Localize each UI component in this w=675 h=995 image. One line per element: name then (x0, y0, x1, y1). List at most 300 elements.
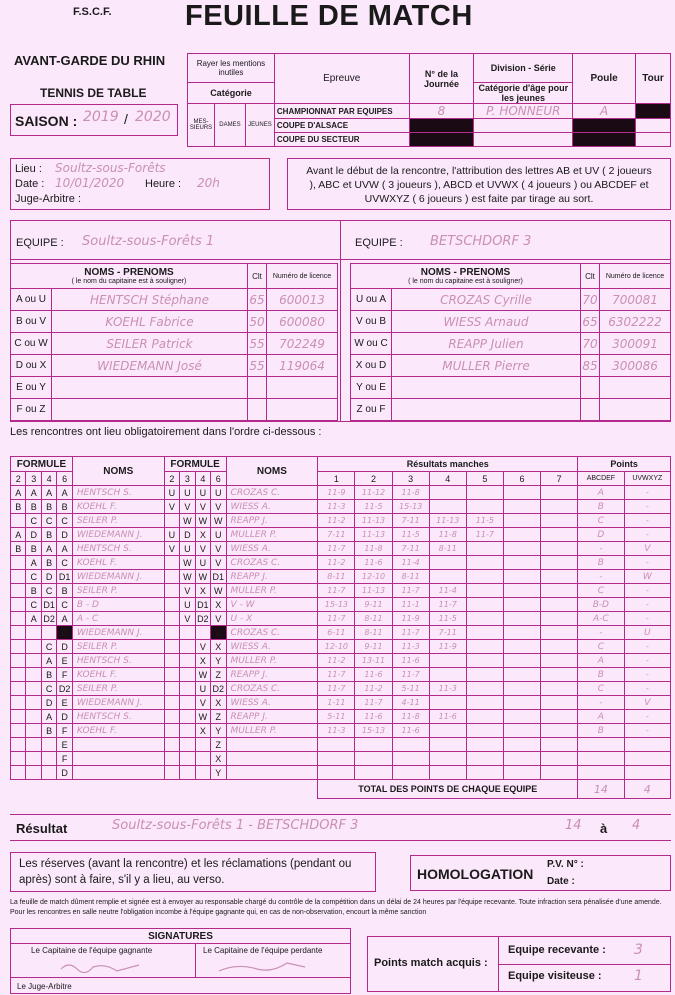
set-score[interactable] (429, 696, 466, 710)
points-home[interactable]: D (578, 528, 624, 542)
set-score[interactable]: 11-13 (355, 514, 392, 528)
player-clt[interactable]: 65 (581, 311, 600, 333)
set-score[interactable]: 11-2 (318, 514, 355, 528)
away-team-name[interactable]: BETSCHDORF 3 (430, 234, 532, 249)
epreuve-coupe-secteur[interactable]: COUPE DU SECTEUR (274, 133, 409, 147)
set-score[interactable] (392, 738, 429, 752)
set-score[interactable]: 15-13 (355, 724, 392, 738)
home-player[interactable]: WIEDEMANN J. (72, 696, 164, 710)
points-away[interactable] (624, 752, 670, 766)
set-score[interactable] (466, 654, 503, 668)
home-player[interactable]: HENTSCH S. (72, 542, 164, 556)
set-score[interactable] (541, 542, 578, 556)
resultat-score-home[interactable]: 14 (565, 818, 582, 833)
player-licence[interactable]: 300086 (600, 355, 671, 377)
points-home[interactable]: C (578, 514, 624, 528)
set-score[interactable] (503, 654, 540, 668)
player-licence[interactable]: 6302222 (600, 311, 671, 333)
set-score[interactable] (503, 766, 540, 780)
points-away[interactable]: - (624, 500, 670, 514)
away-player[interactable]: CROZAS C. (226, 556, 318, 570)
set-score[interactable]: 11-2 (355, 682, 392, 696)
set-score[interactable] (541, 556, 578, 570)
player-clt[interactable]: 65 (248, 289, 267, 311)
set-score[interactable] (541, 668, 578, 682)
set-score[interactable] (541, 710, 578, 724)
set-score[interactable]: 11-8 (429, 528, 466, 542)
points-home[interactable]: A (578, 710, 624, 724)
points-home[interactable]: B (578, 724, 624, 738)
set-score[interactable] (503, 626, 540, 640)
player-licence[interactable]: 119064 (267, 355, 338, 377)
set-score[interactable]: 11-6 (355, 668, 392, 682)
set-score[interactable]: 11-13 (355, 584, 392, 598)
set-score[interactable]: 6-11 (318, 626, 355, 640)
home-player[interactable]: HENTSCH S. (72, 710, 164, 724)
set-score[interactable]: 11-2 (318, 556, 355, 570)
home-player[interactable]: SEILER P. (72, 682, 164, 696)
set-score[interactable]: 8-11 (355, 626, 392, 640)
set-score[interactable]: 11-13 (429, 514, 466, 528)
set-score[interactable]: 7-11 (429, 626, 466, 640)
player-licence[interactable]: 600013 (267, 289, 338, 311)
points-home[interactable]: A (578, 654, 624, 668)
away-player[interactable]: U - X (226, 612, 318, 626)
points-home[interactable]: B-D (578, 598, 624, 612)
set-score[interactable] (355, 766, 392, 780)
set-score[interactable] (503, 668, 540, 682)
set-score[interactable]: 7-11 (392, 514, 429, 528)
set-score[interactable]: 8-11 (429, 542, 466, 556)
set-score[interactable] (466, 640, 503, 654)
set-score[interactable]: 11-8 (392, 710, 429, 724)
player-clt[interactable]: 70 (581, 289, 600, 311)
player-clt[interactable] (581, 377, 600, 399)
set-score[interactable] (429, 738, 466, 752)
equipe-visiteuse-value[interactable]: 1 (634, 968, 643, 984)
set-score[interactable] (466, 668, 503, 682)
set-score[interactable] (503, 598, 540, 612)
set-score[interactable] (541, 626, 578, 640)
set-score[interactable] (466, 556, 503, 570)
set-score[interactable] (503, 724, 540, 738)
home-player[interactable]: KOEHL F. (72, 668, 164, 682)
set-score[interactable] (355, 738, 392, 752)
set-score[interactable]: 11-7 (392, 584, 429, 598)
set-score[interactable] (541, 584, 578, 598)
set-score[interactable]: 8-11 (355, 612, 392, 626)
cat-dames[interactable]: DAMES (214, 104, 245, 147)
player-name[interactable]: KOEHL Fabrice (52, 311, 248, 333)
set-score[interactable] (541, 500, 578, 514)
set-score[interactable] (503, 640, 540, 654)
set-score[interactable] (318, 752, 355, 766)
home-player[interactable]: SEILER P. (72, 640, 164, 654)
player-name[interactable]: SEILER Patrick (52, 333, 248, 355)
formule-letter-home (26, 654, 41, 668)
set-score[interactable]: 5-11 (318, 710, 355, 724)
home-player[interactable]: HENTSCH S. (72, 654, 164, 668)
points-away[interactable]: - (624, 654, 670, 668)
set-score[interactable]: 11-12 (355, 486, 392, 500)
player-clt[interactable] (581, 399, 600, 421)
away-player[interactable]: REAPP J. (226, 668, 318, 682)
set-score[interactable]: 11-7 (392, 668, 429, 682)
points-home[interactable]: B (578, 556, 624, 570)
set-score[interactable]: 11-8 (392, 486, 429, 500)
set-score[interactable] (466, 570, 503, 584)
set-score[interactable] (466, 500, 503, 514)
player-clt[interactable] (248, 377, 267, 399)
formule-letter-home: C (57, 598, 72, 612)
home-player[interactable]: KOEHL F. (72, 500, 164, 514)
away-player[interactable]: CROZAS C. (226, 486, 318, 500)
home-player[interactable]: WIEDEMANN J. (72, 570, 164, 584)
set-score[interactable]: 11-5 (429, 612, 466, 626)
resultat-text[interactable]: Soultz-sous-Forêts 1 - BETSCHDORF 3 (112, 818, 359, 833)
set-score[interactable]: 11-7 (318, 542, 355, 556)
set-score[interactable] (541, 598, 578, 612)
match-row (11, 738, 671, 752)
set-score[interactable]: 9-11 (355, 640, 392, 654)
loser-signature[interactable] (217, 959, 307, 975)
player-name[interactable]: REAPP Julien (392, 333, 581, 355)
set-score[interactable]: 7-11 (318, 528, 355, 542)
set-score[interactable] (466, 626, 503, 640)
set-score[interactable] (466, 598, 503, 612)
set-score[interactable]: 11-5 (466, 514, 503, 528)
set-score[interactable]: 11-6 (429, 710, 466, 724)
away-player[interactable]: V - W (226, 598, 318, 612)
noms-subtitle: ( le nom du capitaine est à souligner) (408, 278, 523, 285)
player-name[interactable]: MULLER Pierre (392, 355, 581, 377)
saison-end[interactable]: 2020 (135, 109, 171, 125)
points-home[interactable]: B (578, 668, 624, 682)
set-score[interactable]: 11-7 (429, 598, 466, 612)
resultat-score-away[interactable]: 4 (632, 818, 641, 833)
home-player[interactable]: KOEHL F. (72, 724, 164, 738)
set-score[interactable] (541, 766, 578, 780)
set-score[interactable] (503, 682, 540, 696)
set-score[interactable] (429, 500, 466, 514)
division-value[interactable]: P. HONNEUR (474, 104, 573, 119)
set-score[interactable] (466, 696, 503, 710)
points-away[interactable] (624, 738, 670, 752)
set-score[interactable] (541, 724, 578, 738)
equipe-recevante-value[interactable]: 3 (634, 942, 643, 958)
set-score[interactable] (541, 528, 578, 542)
set-score[interactable]: 1-11 (318, 696, 355, 710)
set-score[interactable]: 9-11 (355, 598, 392, 612)
set-score[interactable] (466, 542, 503, 556)
points-away[interactable]: - (624, 612, 670, 626)
set-score[interactable]: 11-4 (429, 584, 466, 598)
home-player[interactable]: WIEDEMANN J. (72, 528, 164, 542)
points-away[interactable]: V (624, 542, 670, 556)
player-name[interactable]: WIEDEMANN José (52, 355, 248, 377)
epreuve-championnat[interactable]: CHAMPIONNAT PAR EQUIPES (274, 104, 409, 119)
player-name[interactable] (392, 377, 581, 399)
player-clt[interactable]: 50 (248, 311, 267, 333)
set-score[interactable]: 13-11 (355, 654, 392, 668)
points-home[interactable]: - (578, 542, 624, 556)
player-clt[interactable]: 55 (248, 355, 267, 377)
player-licence[interactable] (600, 399, 671, 421)
set-score[interactable]: 11-7 (392, 626, 429, 640)
set-score[interactable] (429, 752, 466, 766)
set-score[interactable]: 11-7 (318, 668, 355, 682)
player-name[interactable]: HENTSCH Stéphane (52, 289, 248, 311)
date-value[interactable]: 10/01/2020 (55, 176, 125, 190)
set-score[interactable] (429, 654, 466, 668)
away-player[interactable]: MULLER P. (226, 724, 318, 738)
set-score[interactable] (503, 738, 540, 752)
saison-start[interactable]: 2019 (83, 109, 119, 125)
set-score[interactable] (503, 584, 540, 598)
away-player[interactable]: REAPP J. (226, 514, 318, 528)
set-score[interactable] (355, 752, 392, 766)
points-home[interactable]: B (578, 500, 624, 514)
set-score[interactable] (429, 570, 466, 584)
set-score[interactable] (466, 486, 503, 500)
away-player[interactable]: WIESS A. (226, 640, 318, 654)
home-team-name[interactable]: Soultz-sous-Forêts 1 (82, 234, 215, 249)
set-score[interactable] (541, 570, 578, 584)
set-score[interactable] (541, 612, 578, 626)
points-away[interactable]: - (624, 640, 670, 654)
set-score[interactable] (466, 710, 503, 724)
points-away[interactable]: - (624, 584, 670, 598)
home-player[interactable]: WIEDEMANN J. (72, 626, 164, 640)
set-score[interactable] (541, 696, 578, 710)
set-score[interactable]: 11-9 (392, 612, 429, 626)
points-away[interactable]: - (624, 598, 670, 612)
points-away[interactable] (624, 766, 670, 780)
set-score[interactable] (503, 542, 540, 556)
epreuve-coupe-alsace[interactable]: COUPE D'ALSACE (274, 119, 409, 133)
set-score[interactable] (503, 612, 540, 626)
set-score[interactable] (503, 528, 540, 542)
away-player[interactable]: MULLER P. (226, 528, 318, 542)
set-score[interactable]: 8-11 (318, 570, 355, 584)
set-score[interactable] (503, 514, 540, 528)
player-licence[interactable] (267, 399, 338, 421)
set-score[interactable]: 15-13 (392, 500, 429, 514)
points-home[interactable]: C (578, 640, 624, 654)
player-name[interactable] (52, 377, 248, 399)
player-licence[interactable] (267, 377, 338, 399)
set-score[interactable]: 5-11 (392, 682, 429, 696)
points-away[interactable]: - (624, 668, 670, 682)
away-player[interactable]: REAPP J. (226, 570, 318, 584)
player-clt[interactable]: 55 (248, 333, 267, 355)
set-score[interactable] (429, 724, 466, 738)
set-score[interactable]: 11-6 (355, 710, 392, 724)
set-score[interactable]: 7-11 (392, 542, 429, 556)
formule-letter-home: B (41, 556, 56, 570)
set-score[interactable] (318, 738, 355, 752)
player-name[interactable] (392, 399, 581, 421)
set-score[interactable]: 11-3 (318, 724, 355, 738)
away-player[interactable]: WIESS A. (226, 696, 318, 710)
cat-jeunes[interactable]: JEUNES (245, 104, 274, 147)
set-score[interactable]: 12-10 (318, 640, 355, 654)
total-away[interactable]: 4 (624, 780, 670, 799)
points-home[interactable] (578, 766, 624, 780)
set-score[interactable] (466, 584, 503, 598)
set-score[interactable]: 4-11 (392, 696, 429, 710)
set-score[interactable] (466, 738, 503, 752)
heure-value[interactable]: 20h (197, 176, 220, 190)
formule-letter-home (26, 710, 41, 724)
home-player[interactable]: SEILER P. (72, 514, 164, 528)
set-score[interactable] (503, 500, 540, 514)
player-name[interactable] (52, 399, 248, 421)
winner-signature[interactable] (59, 959, 149, 975)
set-score[interactable] (541, 654, 578, 668)
player-licence[interactable]: 300091 (600, 333, 671, 355)
points-home[interactable]: C (578, 584, 624, 598)
away-player[interactable] (226, 752, 318, 766)
set-score[interactable]: 11-5 (355, 500, 392, 514)
player-licence[interactable]: 600080 (267, 311, 338, 333)
set-score[interactable]: 11-8 (355, 542, 392, 556)
away-player[interactable]: CROZAS C. (226, 682, 318, 696)
set-score[interactable] (429, 486, 466, 500)
points-home[interactable]: - (578, 696, 624, 710)
away-player[interactable]: CROZAS C. (226, 626, 318, 640)
home-player[interactable]: KOEHL F. (72, 556, 164, 570)
away-player[interactable] (226, 766, 318, 780)
set-score[interactable]: 11-4 (392, 556, 429, 570)
set-score[interactable] (541, 682, 578, 696)
points-away[interactable]: - (624, 724, 670, 738)
total-home[interactable]: 14 (578, 780, 624, 799)
set-score[interactable]: 11-3 (392, 640, 429, 654)
set-score[interactable] (541, 486, 578, 500)
set-score[interactable]: 11-7 (355, 696, 392, 710)
points-home[interactable]: A-C (578, 612, 624, 626)
set-score[interactable] (541, 752, 578, 766)
points-away[interactable]: W (624, 570, 670, 584)
player-name[interactable]: WIESS Arnaud (392, 311, 581, 333)
home-player[interactable]: B - D (72, 598, 164, 612)
set-score[interactable]: 11-7 (318, 584, 355, 598)
points-home[interactable]: - (578, 570, 624, 584)
formule-col-away: 3 (180, 472, 195, 486)
set-score[interactable] (392, 766, 429, 780)
set-score[interactable] (392, 752, 429, 766)
set-score[interactable] (466, 752, 503, 766)
set-score[interactable] (466, 612, 503, 626)
licence-header: Numéro de licence (600, 264, 671, 289)
player-licence[interactable]: 702249 (267, 333, 338, 355)
points-home[interactable]: C (578, 682, 624, 696)
set-score[interactable] (503, 570, 540, 584)
away-player[interactable]: WIESS A. (226, 500, 318, 514)
home-player[interactable] (72, 738, 164, 752)
player-licence[interactable]: 700081 (600, 289, 671, 311)
player-clt[interactable] (248, 399, 267, 421)
points-away[interactable]: - (624, 556, 670, 570)
set-score[interactable] (466, 724, 503, 738)
points-away[interactable]: - (624, 514, 670, 528)
away-player[interactable]: MULLER P. (226, 654, 318, 668)
set-score[interactable]: 11-6 (392, 654, 429, 668)
set-score[interactable] (503, 696, 540, 710)
points-away[interactable]: - (624, 710, 670, 724)
points-away[interactable]: U (624, 626, 670, 640)
away-player[interactable]: REAPP J. (226, 710, 318, 724)
cat-messieurs[interactable]: MES-SIEURS (188, 104, 215, 147)
set-score[interactable]: 11-13 (355, 528, 392, 542)
set-score[interactable] (318, 766, 355, 780)
set-score[interactable] (541, 738, 578, 752)
set-score[interactable]: 11-1 (392, 598, 429, 612)
set-score[interactable] (466, 766, 503, 780)
set-score[interactable] (503, 556, 540, 570)
points-home[interactable] (578, 738, 624, 752)
poule-value[interactable]: A (573, 104, 636, 119)
set-score[interactable]: 8-11 (392, 570, 429, 584)
player-name[interactable]: CROZAS Cyrille (392, 289, 581, 311)
set-score[interactable]: 11-6 (355, 556, 392, 570)
set-score[interactable] (503, 752, 540, 766)
set-score[interactable]: 11-7 (318, 682, 355, 696)
points-away[interactable]: - (624, 528, 670, 542)
set-score[interactable]: 12-10 (355, 570, 392, 584)
set-score[interactable]: 11-2 (318, 654, 355, 668)
away-player[interactable]: WIESS A. (226, 542, 318, 556)
set-score[interactable] (541, 640, 578, 654)
set-score[interactable]: 11-9 (318, 486, 355, 500)
home-player[interactable]: SEILER P. (72, 584, 164, 598)
player-clt[interactable]: 70 (581, 333, 600, 355)
journee-value[interactable]: 8 (409, 104, 474, 119)
away-player[interactable]: MULLER P. (226, 584, 318, 598)
points-away[interactable]: V (624, 696, 670, 710)
home-player[interactable] (72, 752, 164, 766)
set-score[interactable] (429, 556, 466, 570)
set-score[interactable]: 11-7 (318, 612, 355, 626)
home-player[interactable]: A - C (72, 612, 164, 626)
set-score[interactable] (429, 766, 466, 780)
set-score[interactable]: 11-3 (318, 500, 355, 514)
points-away[interactable]: - (624, 486, 670, 500)
home-player[interactable] (72, 766, 164, 780)
set-score[interactable]: 11-6 (392, 724, 429, 738)
points-home[interactable]: - (578, 626, 624, 640)
set-score[interactable]: 11-5 (392, 528, 429, 542)
set-score[interactable] (429, 668, 466, 682)
set-score[interactable]: 11-3 (429, 682, 466, 696)
set-score[interactable] (503, 486, 540, 500)
points-away[interactable]: - (624, 682, 670, 696)
set-score[interactable] (466, 682, 503, 696)
set-score[interactable]: 11-9 (429, 640, 466, 654)
player-clt[interactable]: 85 (581, 355, 600, 377)
set-score[interactable]: 15-13 (318, 598, 355, 612)
set-score[interactable] (503, 710, 540, 724)
set-score[interactable]: 11-7 (466, 528, 503, 542)
away-player[interactable] (226, 738, 318, 752)
set-score[interactable] (541, 514, 578, 528)
points-home[interactable] (578, 752, 624, 766)
points-home[interactable]: A (578, 486, 624, 500)
home-player[interactable]: HENTSCH S. (72, 486, 164, 500)
player-licence[interactable] (600, 377, 671, 399)
lieu-value[interactable]: Soultz-sous-Forêts (55, 161, 166, 175)
